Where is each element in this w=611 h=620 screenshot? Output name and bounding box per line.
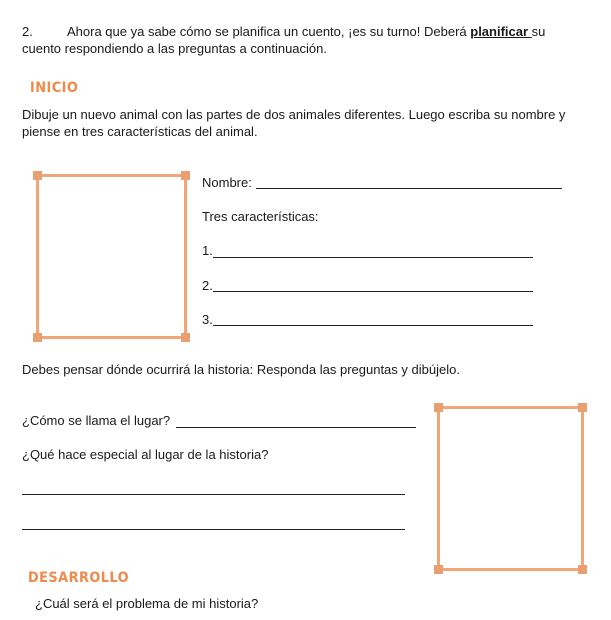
problem-question: ¿Cuál será el problema de mi historia? bbox=[35, 596, 259, 611]
trait-number-2: 2. bbox=[202, 278, 213, 293]
name-field[interactable] bbox=[256, 188, 562, 189]
place-special-question: ¿Qué hace especial al lugar de la historia? bbox=[22, 447, 269, 462]
name-label: Nombre: bbox=[202, 175, 252, 190]
frame-corner bbox=[33, 171, 42, 180]
place-name-field[interactable] bbox=[176, 427, 416, 428]
trait-number-1: 1. bbox=[202, 243, 213, 258]
place-answer-line-2[interactable] bbox=[22, 529, 405, 530]
place-drawing-frame[interactable] bbox=[434, 403, 587, 574]
frame-corner bbox=[578, 403, 587, 412]
traits-label: Tres características: bbox=[202, 209, 319, 224]
place-instruction: Debes pensar dónde ocurrirá la historia: Responda las preguntas y dibújelo. bbox=[22, 362, 460, 377]
animal-drawing-frame[interactable] bbox=[33, 171, 190, 342]
intro-number: 2. bbox=[22, 24, 33, 39]
frame-border bbox=[437, 406, 584, 571]
place-answer-line-1[interactable] bbox=[22, 494, 405, 495]
frame-corner bbox=[434, 403, 443, 412]
intro-emphasis: planificar bbox=[470, 24, 532, 39]
frame-corner bbox=[181, 171, 190, 180]
trait-field-2[interactable] bbox=[213, 291, 533, 292]
inicio-heading: INICIO bbox=[30, 80, 79, 96]
intro-line-2: cuento respondiendo a las preguntas a continuación. bbox=[22, 41, 327, 56]
place-name-question: ¿Cómo se llama el lugar? bbox=[22, 413, 171, 428]
desarrollo-heading: DESARROLLO bbox=[28, 570, 130, 586]
frame-corner bbox=[181, 333, 190, 342]
inicio-instruction-2: piense en tres características del animal. bbox=[22, 124, 258, 139]
trait-field-3[interactable] bbox=[213, 325, 533, 326]
frame-corner bbox=[578, 565, 587, 574]
intro-text-before: Ahora que ya sabe cómo se planifica un cuento, ¡es su turno! Deberá bbox=[67, 24, 471, 39]
frame-border bbox=[36, 174, 187, 339]
trait-number-3: 3. bbox=[202, 312, 213, 327]
inicio-instruction-1: Dibuje un nuevo animal con las partes de dos animales diferentes. Luego escriba su nombre y bbox=[22, 107, 566, 122]
intro-line-1 bbox=[67, 24, 545, 39]
frame-corner bbox=[434, 565, 443, 574]
frame-corner bbox=[33, 333, 42, 342]
intro-text-after: su bbox=[531, 24, 546, 39]
trait-field-1[interactable] bbox=[213, 257, 533, 258]
